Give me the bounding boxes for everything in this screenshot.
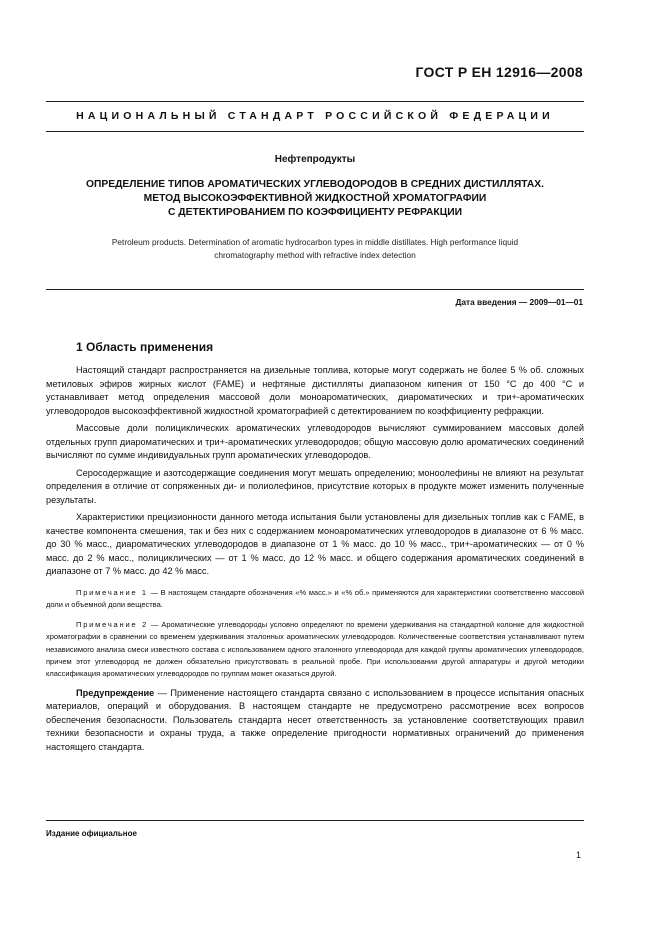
header-rule-top xyxy=(46,101,584,102)
note-1-label: Примечание 1 xyxy=(76,587,148,597)
header-rule-bottom xyxy=(46,131,584,132)
title-line-1: ОПРЕДЕЛЕНИЕ ТИПОВ АРОМАТИЧЕСКИХ УГЛЕВОДОРОДОВ В СРЕДНИХ ДИСТИЛЛЯТАХ. xyxy=(85,179,545,190)
warning-label: Предупреждение xyxy=(76,687,155,698)
edition-label: Издание официальное xyxy=(46,829,137,838)
english-title-line-1: Petroleum products. Determination of aromatic hydrocarbon types in middle distillates. High performance liquid xyxy=(111,237,519,247)
english-title-line-2: chromatography method with refractive index detection xyxy=(214,250,416,260)
paragraph-2: Массовые доли полициклических ароматических углеводородов вычисляют суммированием массовых долей отдельных групп диароматических и три+-ароматических углеводородов; общую массовую долю ароматических соединений вычисляют по сумме индивидуальных групп ароматических углеводородов. xyxy=(46,423,584,460)
note-1 xyxy=(46,587,584,612)
paragraph-4: Характеристики прецизионности данного метода испытания были установлены для дизельных топлив как с FAME, в качестве компонента смешения, так и без них с содержанием моноароматических углеводородов в диапазоне от 6 % масс. до 30 % масс., диароматических углеводородов в диапазоне от 1 % масс. до 10 % масс., три+-ароматических — от 0 % масс. до 2 % масс., полициклических — от 1 % масс. до 12 % масс. и общего содержания ароматических соединений в диапазоне от 7 % масс. до 42 % масс. xyxy=(46,512,584,576)
page-number: 1 xyxy=(575,850,581,860)
note-2-label: Примечание 2 xyxy=(76,620,149,630)
section-heading: 1 Область применения xyxy=(76,340,214,354)
section-body xyxy=(46,364,584,758)
english-title xyxy=(46,236,584,262)
gost-number: ГОСТ Р ЕН 12916—2008 xyxy=(415,64,583,80)
note-1-text: — В настоящем стандарте обозначения «% масс.» и «% об.» применяются для характеристики соответственно массовой доли и объемной доли вещества. xyxy=(46,587,585,609)
warning-text: — Применение настоящего стандарта связано с использованием в процессе испытания опасных материалов, операций и оборудования. В настоящем стандарте не предусмотрено рассмотрение всех вопросов обеспечения безопасности. Пользователь стандарта несет ответственность за установление соответствующих правил техники безопасности и охраны труда, а также определение пригодности нормативных ограничений до применения настоящего стандарта. xyxy=(46,687,584,752)
title-line-2: МЕТОД ВЫСОКОЭФФЕКТИВНОЙ ЖИДКОСТНОЙ ХРОМАТОГРАФИИ xyxy=(143,193,487,204)
warning-paragraph xyxy=(46,687,584,755)
document-title xyxy=(46,178,584,220)
note-2 xyxy=(46,619,584,680)
note-2-text: — Ароматические углеводороды условно определяют по времени удерживания на стандартной колонке для жидкостной хроматографии в сравнении со временем удерживания эталонных ароматических углеводородов. Количественные соответствия устанавливают путем независимого анализа смеси известного состава с использованием одного эталонного углеводорода для каждой группы ароматических углеводородов, причем этот углеводород не должен обязательно присутствовать в реальной пробе. При использовании другой аппаратуры и другой методики классификация ароматических углеводородов по группам может оказаться другой. xyxy=(46,620,584,679)
date-rule xyxy=(46,289,584,290)
introduction-date: Дата введения — 2009—01—01 xyxy=(455,297,583,307)
national-standard-banner: НАЦИОНАЛЬНЫЙ СТАНДАРТ РОССИЙСКОЙ ФЕДЕРАЦИИ xyxy=(76,110,554,122)
title-line-3: С ДЕТЕКТИРОВАНИЕМ ПО КОЭФФИЦИЕНТУ РЕФРАКЦИИ xyxy=(167,207,463,218)
document-subject: Нефтепродукты xyxy=(274,154,356,165)
footer-rule xyxy=(46,820,584,821)
paragraph-3: Серосодержащие и азотсодержащие соединения могут мешать определению; моноолефины не влияют на результат определения в отличие от сопряженных ди- и полиолефинов, присутствие которых в продукте может изменить полученные результаты. xyxy=(46,467,584,505)
paragraph-1: Настоящий стандарт распространяется на дизельные топлива, которые могут содержать не более 5 % об. сложных метиловых эфиров жирных кислот (FAME) и нефтяные дистилляты диапазоном кипения от 150 °С до 400 °С и устанавливает метод определения массовой доли моноароматических, диароматических и три+-ароматических углеводородов высокоэффективной жидкостной хроматографией с детектированием по коэффициенту рефракции. xyxy=(46,365,584,416)
